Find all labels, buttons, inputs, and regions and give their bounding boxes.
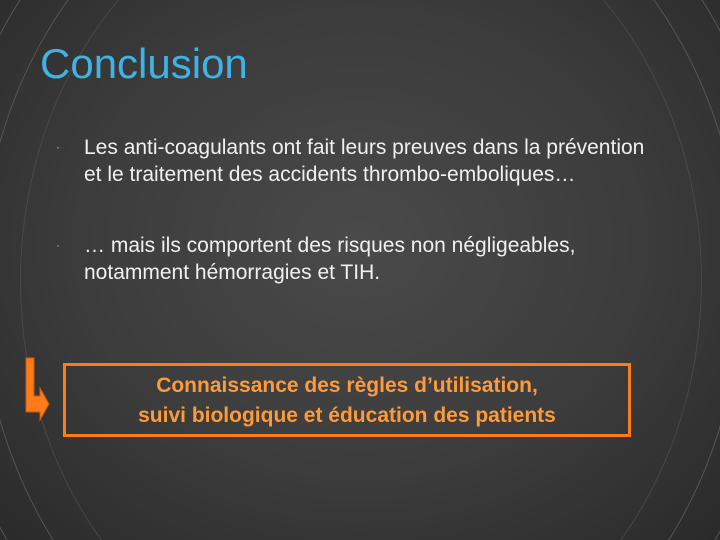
bullet-dot-icon: · (56, 140, 60, 154)
highlight-line: suivi biologique et éducation des patients (138, 404, 556, 427)
bullet-item (56, 232, 656, 286)
highlight-box (63, 363, 631, 437)
bent-arrow-down-icon (22, 356, 50, 422)
bullet-list (56, 134, 656, 330)
bullet-dot-icon: · (56, 238, 60, 252)
highlight-line: Connaissance des règles d’utilisation, (156, 374, 538, 397)
bullet-item (56, 134, 656, 188)
bullet-text: … mais ils comportent des risques non négligeables, notamment hémorragies et TIH. (84, 234, 576, 284)
slide-title: Conclusion (40, 40, 248, 87)
bullet-text: Les anti-coagulants ont fait leurs preuves dans la prévention et le traitement des accidents thrombo-emboliques… (84, 136, 645, 186)
